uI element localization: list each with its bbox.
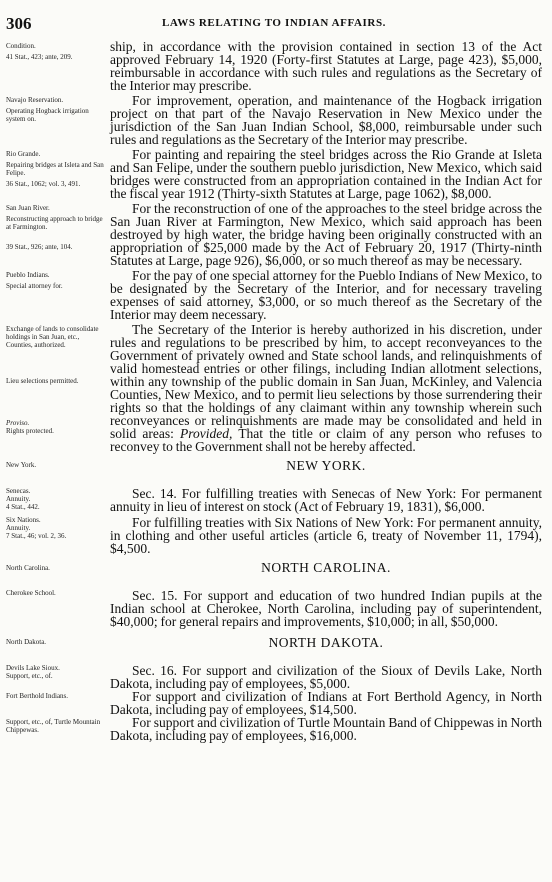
margin-note-line: Devils Lake Sioux. bbox=[6, 664, 60, 672]
margin-note bbox=[6, 202, 110, 254]
paragraph: For support and civilization of Turtle Mountain Band of Chippewas in North Dakota, including pay of employees, $16,000. bbox=[110, 715, 542, 743]
proviso-word: Provided, bbox=[180, 426, 233, 441]
margin-note-line: Operating Hogback irrigation system on. bbox=[6, 107, 89, 123]
margin-note bbox=[6, 555, 110, 575]
margin-note bbox=[6, 453, 110, 472]
margin-note-line: Lieu selections permitted. bbox=[6, 377, 79, 385]
margin-note-line: Support, etc., of, Turtle Mountain Chippewas. bbox=[6, 718, 101, 734]
paragraph-text: The Secretary of the Interior is hereby authorized in his discretion, under rules and regulations to be prescribed by him, to accept reconveyances to the Government of privately owned and State school lands, and relinquishments of valid homestead entries or other filings, including Indian allotment selections, within any township of the public domain in San Juan, McKinley, and Valencia Counties, New Mexico, and to permit lieu selections by those surrendering their rights so that the holdings of any claimant within any township wherein such reconveyances or relinquishments are made may be consolidated and held in solid areas: bbox=[110, 322, 542, 441]
margin-note-line: 4 Stat., 442. bbox=[6, 503, 40, 511]
margin-note bbox=[6, 487, 110, 514]
paragraph: For improvement, operation, and maintenance of the Hogback irrigation project on that part of the Navajo Reservation in New Mexico under the jurisdiction of the San Juan Indian School, $8,000, reimbursable under such rules and regulations as the Secretary of the Interior may prescribe. bbox=[110, 93, 542, 147]
section-devils-lake bbox=[6, 664, 542, 690]
margin-note bbox=[6, 664, 110, 683]
section-exchange-of-lands bbox=[6, 323, 542, 453]
section-pueblo bbox=[6, 269, 542, 321]
section-rio-grande bbox=[6, 148, 542, 200]
margin-note-line: Exchange of lands to consolidate holdings in San Juan, etc., Counties, authorized. bbox=[6, 325, 99, 349]
margin-note-line: Reconstructing approach to bridge at Farmington. bbox=[6, 215, 103, 231]
margin-note bbox=[6, 40, 110, 64]
paragraph: For the pay of one special attorney for the Pueblo Indians of New Mexico, to be designated by the Secretary of the Interior, and for necessary traveling expenses of said attorney, $3,000, or so much thereof as the Secretary of the Interior may deem necessary. bbox=[110, 268, 542, 322]
page-body bbox=[6, 40, 542, 742]
section-cherokee bbox=[6, 589, 542, 628]
margin-note-line: North Dakota. bbox=[6, 638, 47, 646]
margin-note-line: 41 Stat., 423; ante, 209. bbox=[6, 53, 73, 61]
paragraph: For support and civilization of Indians at Fort Berthold Agency, in North Dakota, including pay of employees, $14,500. bbox=[110, 689, 542, 717]
margin-note-line: Repairing bridges at Isleta and San Felipe. bbox=[6, 161, 104, 177]
margin-note-line: North Carolina. bbox=[6, 564, 50, 572]
margin-note bbox=[6, 589, 110, 600]
margin-note bbox=[6, 690, 110, 703]
paragraph: For fulfilling treaties with Six Nations of New York: For permanent annuity, in clothing and other useful articles (article 6, treaty of November 11, 1794), $4,500. bbox=[110, 515, 542, 556]
margin-note-line: 39 Stat., 926; ante, 104. bbox=[6, 243, 73, 251]
running-head: LAWS RELATING TO INDIAN AFFAIRS. bbox=[161, 17, 387, 29]
margin-note-line: Cherokee School. bbox=[6, 589, 56, 597]
margin-note-line: Rio Grande. bbox=[6, 150, 41, 158]
paragraph bbox=[110, 323, 542, 453]
section-fort-berthold bbox=[6, 690, 542, 716]
margin-note-line: New York. bbox=[6, 461, 37, 469]
page-number: 306 bbox=[6, 14, 32, 33]
margin-note bbox=[6, 716, 110, 737]
margin-note bbox=[6, 323, 110, 438]
page-header bbox=[6, 14, 542, 34]
section-heading: NORTH DAKOTA. bbox=[268, 635, 384, 650]
margin-note-line: Special attorney for. bbox=[6, 282, 63, 290]
margin-note-line: 7 Stat., 46; vol. 2, 36. bbox=[6, 532, 67, 540]
margin-note-line: Rights protected. bbox=[6, 427, 54, 435]
section-turtle-mountain bbox=[6, 716, 542, 742]
margin-note-line: Proviso. bbox=[6, 419, 30, 427]
section-san-juan-river bbox=[6, 202, 542, 267]
margin-note-line: Six Nations. bbox=[6, 516, 41, 524]
section-navajo bbox=[6, 94, 542, 146]
paragraph: For painting and repairing the steel bridges across the Rio Grande at Isleta and San Felipe, under the southern pueblo jurisdiction, New Mexico, which said bridges were constructed from an appropriation contained in the Indian Act for the fiscal year 1912 (Thirty-sixth Statutes at Large, page 1062), $8,000. bbox=[110, 147, 542, 201]
paragraph: Sec. 16. For support and civilization of the Sioux of Devils Lake, North Dakota, including pay of employees, $5,000. bbox=[110, 663, 542, 691]
section-heading: NORTH CAROLINA. bbox=[261, 560, 391, 575]
margin-note-line: Condition. bbox=[6, 42, 36, 50]
section-senecas bbox=[6, 487, 542, 514]
section-condition bbox=[6, 40, 542, 92]
section-heading: NEW YORK. bbox=[286, 458, 366, 473]
heading-row-new-york bbox=[6, 453, 542, 477]
margin-note-line: Annuity. bbox=[6, 524, 31, 532]
margin-note-line: Pueblo Indians. bbox=[6, 271, 50, 279]
heading-row-north-carolina bbox=[6, 555, 542, 579]
paragraph: ship, in accordance with the provision contained in section 13 of the Act approved February 14, 1920 (Forty-first Statutes at Large, page 423), $5,000, reimbursable in accordance with such rules and regulations as the Secretary of the Interior may prescribe. bbox=[110, 39, 542, 93]
margin-note bbox=[6, 94, 110, 126]
margin-note bbox=[6, 516, 110, 543]
margin-note-line: 36 Stat., 1062; vol. 3, 491. bbox=[6, 180, 81, 188]
paragraph: For the reconstruction of one of the approaches to the steel bridge across the San Juan River at Farmington, New Mexico, which said approach has been destroyed by high water, the bridge having been originally constructed with an appropriation of $25,000 made by the Act of February 20, 1917 (Thirty-ninth Statutes at Large, page 926), $6,000, or so much thereof as may be necessary. bbox=[110, 201, 542, 268]
margin-note-line: Senecas. bbox=[6, 487, 31, 495]
margin-note-line: San Juan River. bbox=[6, 204, 50, 212]
margin-note-line: Support, etc., of. bbox=[6, 672, 53, 680]
section-six-nations bbox=[6, 516, 542, 555]
margin-note-line: Navajo Reservation. bbox=[6, 96, 64, 104]
paragraph: Sec. 15. For support and education of two hundred Indian pupils at the Indian school at Cherokee, North Carolina, including pay of superintendent, $40,000; for general repairs and improvements, $10,000; in all, $50,000. bbox=[110, 588, 542, 629]
margin-note bbox=[6, 628, 110, 649]
margin-note bbox=[6, 148, 110, 191]
paragraph: Sec. 14. For fulfilling treaties with Senecas of New York: For permanent annuity in lieu of interest on stock (Act of February 19, 1831), $6,000. bbox=[110, 486, 542, 514]
margin-note-line: Fort Berthold Indians. bbox=[6, 692, 69, 700]
margin-note-line: Annuity. bbox=[6, 495, 31, 503]
margin-note bbox=[6, 269, 110, 293]
paragraph-text: That the title or claim of any person who refuses to reconvey to the Government shall not be hereby affected. bbox=[110, 426, 542, 454]
heading-row-north-dakota bbox=[6, 628, 542, 654]
